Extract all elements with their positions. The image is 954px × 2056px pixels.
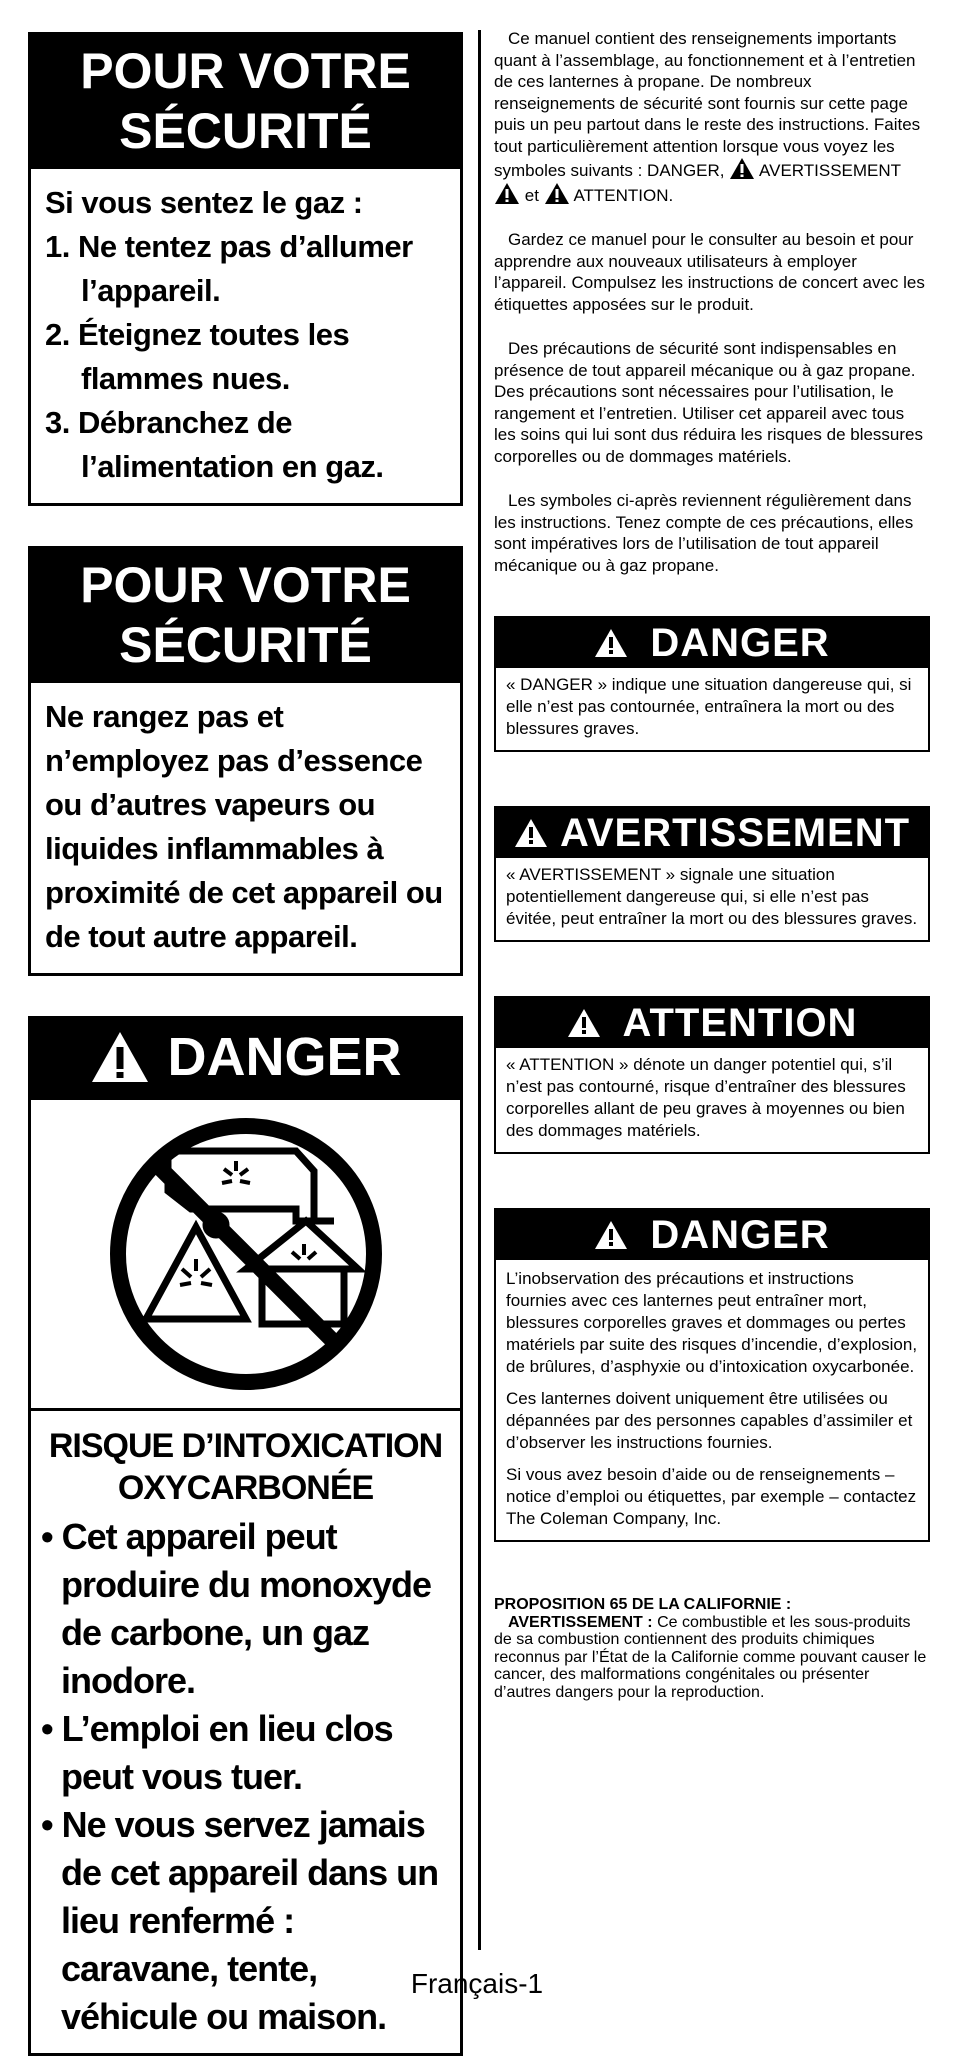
attention-definition-title: ATTENTION <box>496 998 928 1048</box>
danger-definition-text: « DANGER » indique une situation dangereuse qui, si elle n’est pas contournée, entraînera la mort ou des blessures graves. <box>506 675 912 738</box>
step-item: 3. Débranchez de l’alimentation en gaz. <box>45 405 384 484</box>
prop65-label: AVERTISSEMENT : <box>508 1613 653 1631</box>
intro-paragraph: Ce manuel contient des renseignements importants quant à l’assemblage, au fonctionnement et à l’entretien de ces lanternes à propane. De nombreux renseignements de sécurité sont fournis sur cette page puis un peu partout dans le reste des instructions. Faites tout particulièrement attention lorsque vous voyez les symboles suivants : DANGER, AVERTISSEMENT et ATTENTION. <box>494 29 921 205</box>
danger-definition-box <box>494 616 930 752</box>
warning-triangle-icon <box>567 1008 601 1038</box>
bullet-item: • Cet appareil peut produire du monoxyde de carbone, un gaz inodore. <box>41 1516 432 1701</box>
danger-lantern-box <box>494 1208 930 1542</box>
page-number: Français-1 <box>410 1968 544 1999</box>
safety-box-gas-smell <box>28 32 463 506</box>
flammables-warning: Ne rangez pas et n’employez pas d’essence ou d’autres vapeurs ou liquides inflammables à proximité de cet appareil ou de tout autre appareil. <box>45 699 443 954</box>
avertissement-triangle-icon <box>494 182 520 205</box>
warning-triangle-icon <box>594 628 628 658</box>
safety-box-body <box>31 683 460 973</box>
safety-box-title: POUR VOTRE SÉCURITÉ <box>31 549 460 683</box>
attention-triangle-icon <box>544 182 570 205</box>
warning-triangle-icon <box>89 1029 151 1085</box>
co-risk-heading: RISQUE D’INTOXICATION OXYCARBONÉE <box>48 1427 443 1507</box>
prop65-text: Ce combustible et les sous-produits de sa combustion contiennent des produits chimiques reconnus par l’État de la Californie comme pouvant causer le cancer, des malformations congénitales ou présenter d’autres dangers pour la reproduction. <box>494 1613 927 1701</box>
danger-lantern-p2: Ces lanternes doivent uniquement être utilisées ou dépannées par des personnes capables d’assimiler et d’observer les instructions fournies. <box>506 1389 913 1452</box>
safety-box-body <box>31 169 460 503</box>
no-indoor-use-pictogram <box>31 1097 460 1411</box>
danger-box-carbon-monoxide <box>28 1016 463 2056</box>
column-divider <box>478 30 481 1950</box>
attention-definition-box <box>494 996 930 1154</box>
prohibited-indoor-use-icon <box>96 1109 396 1399</box>
bullet-item: • L’emploi en lieu clos peut vous tuer. <box>41 1708 393 1797</box>
danger-lantern-title: DANGER <box>496 1210 928 1260</box>
gas-smell-intro: Si vous sentez le gaz : <box>45 185 363 220</box>
danger-definition-title: DANGER <box>496 618 928 668</box>
precautions-paragraph: Des précautions de sécurité sont indispensables en présence de tout appareil mécanique ou à gaz propane. Des précautions sont nécessaires pour l’utilisation, le rangement et l’entretien. Utiliser cet appareil avec tous les soins qui lui sont dus réduira les risques de blessures corporelles ou de dommages matériels. <box>494 339 924 466</box>
bullet-item: • Ne vous servez jamais de cet appareil dans un lieu renfermé : caravane, tente, véhicule ou maison. <box>41 1804 439 2037</box>
step-item: 2. Éteignez toutes les flammes nues. <box>45 317 350 396</box>
avertissement-definition-text: « AVERTISSEMENT » signale une situation potentiellement dangereuse qui, si elle n’est pas évitée, peut entraîner la mort ou des blessures graves. <box>506 865 918 928</box>
danger-lantern-p3: Si vous avez besoin d’aide ou de renseignements – notice d’emploi ou étiquettes, par exemple – contactez The Coleman Company, Inc. <box>506 1465 917 1528</box>
co-warning-list <box>41 1513 450 2041</box>
step-item: 1. Ne tentez pas d’allumer l’appareil. <box>45 229 413 308</box>
gas-smell-steps <box>45 225 446 489</box>
avertissement-definition-box <box>494 806 930 942</box>
prop65-notice <box>494 1596 930 1701</box>
prop65-heading: PROPOSITION 65 DE LA CALIFORNIE : <box>494 1596 792 1613</box>
danger-box-body <box>31 1411 460 2053</box>
warning-triangle-icon <box>594 1220 628 1250</box>
left-column <box>28 32 463 2056</box>
attention-definition-text: « ATTENTION » dénote un danger potentiel qui, s’il n’est pas contourné, risque d’entraîner des blessures corporelles allant de peu graves à moyennes ou bien des dommages matériels. <box>506 1055 906 1140</box>
danger-box-title: DANGER <box>31 1019 460 1097</box>
danger-triangle-icon <box>729 157 755 180</box>
avertissement-definition-title: AVERTISSEMENT <box>496 808 928 858</box>
danger-lantern-p1: L’inobservation des précautions et instructions fournies avec ces lanternes peut entraîner mort, blessures corporelles graves et dommages ou pertes matériels par suite des risques d’incendie, d’explosion, de brûlures, d’asphyxie ou d’intoxication oxycarbonée. <box>506 1269 918 1376</box>
symbols-paragraph: Les symboles ci-après reviennent régulièrement dans les instructions. Tenez compte de ces précautions, elles sont impératives lors de l’utilisation de tout appareil mécanique ou à gaz propane. <box>494 491 914 575</box>
right-column <box>494 28 930 1701</box>
safety-box-flammables <box>28 546 463 976</box>
danger-lantern-text <box>496 1260 928 1540</box>
safety-box-title: POUR VOTRE SÉCURITÉ <box>31 35 460 169</box>
warning-triangle-icon <box>514 818 548 848</box>
keep-manual-paragraph: Gardez ce manuel pour le consulter au besoin et pour apprendre aux nouveaux utilisateurs à employer l’appareil. Compulsez les instructions de concert avec les étiquettes apposées sur le produit. <box>494 230 925 314</box>
